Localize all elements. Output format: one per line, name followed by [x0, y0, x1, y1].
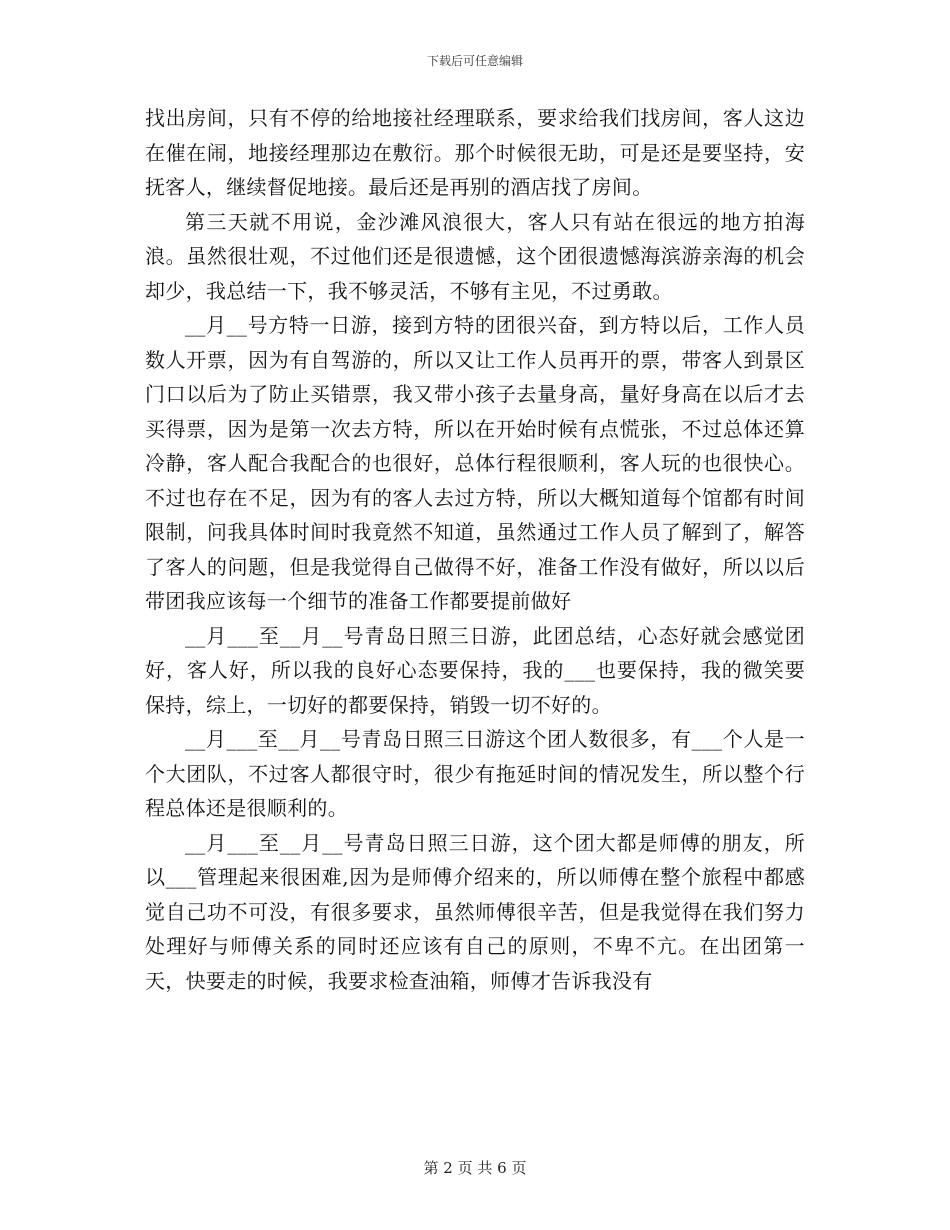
paragraph-1: 找出房间，只有不停的给地接社经理联系，要求给我们找房间，客人这边在催在闹，地接经理那边在敷衍。那个时候很无助，可是还是要坚持，安抚客人，继续督促地接。最后还是再别的酒店找了房间。 [145, 106, 805, 199]
paragraph-4: __月___至__月__号青岛日照三日游，此团总结，心态好就会感觉团好，客人好，所以我的良好心态要保持，我的___也要保持，我的微笑要保持，综上，一切好的都要保持，销毁一切不好的。 [145, 623, 805, 717]
paragraph-5: __月___至__月__号青岛日照三日游这个团人数很多，有___个人是一个大团队，不过客人都很守时，很少有拖延时间的情况发生，所以整个行程总体还是很顺利的。 [145, 727, 805, 820]
page-footer: 第 2 页 共 6 页 [423, 1159, 527, 1177]
paragraph-6: __月___至__月__号青岛日照三日游，这个团大都是师傅的朋友，所以___管理起来很困难,因为是师傅介绍来的，所以师傅在整个旅程中都感觉自己功不可没，有很多要求，虽然师傅很辛苦，但是我觉得在我们努力处理好与师傅关系的同时还应该有自己的原则，不卑不亢。在出团第一天，快要走的时候，我要求检查油箱，师傅才告诉我没有 [145, 830, 805, 993]
paragraph-3: __月__号方特一日游，接到方特的团很兴奋，到方特以后，工作人员数人开票，因为有自驾游的，所以又让工作人员再开的票，带客人到景区门口以后为了防止买错票，我又带小孩子去量身高，量好身高在以后才去买得票，因为是第一次去方特，所以在开始时候有点慌张，不过总体还算冷静，客人配合我配合的也很好，总体行程很顺利，客人玩的也很快心。不过也存在不足，因为有的客人去过方特，所以大概知道每个馆都有时间限制，问我具体时间时我竟然不知道，虽然通过工作人员了解到了，解答了客人的问题，但是我觉得自己做得不好，准备工作没有做好，所以以后带团我应该每一个细节的准备工作都要提前做好 [145, 313, 805, 613]
document-body [145, 101, 805, 998]
paragraph-2: 第三天就不用说，金沙滩风浪很大，客人只有站在很远的地方拍海浪。虽然很壮观，不过他们还是很遗憾，这个团很遗憾海滨游亲海的机会却少，我总结一下，我不够灵活，不够有主见，不过勇敢。 [145, 209, 805, 303]
page-header: 下载后可任意编辑 [426, 54, 523, 68]
